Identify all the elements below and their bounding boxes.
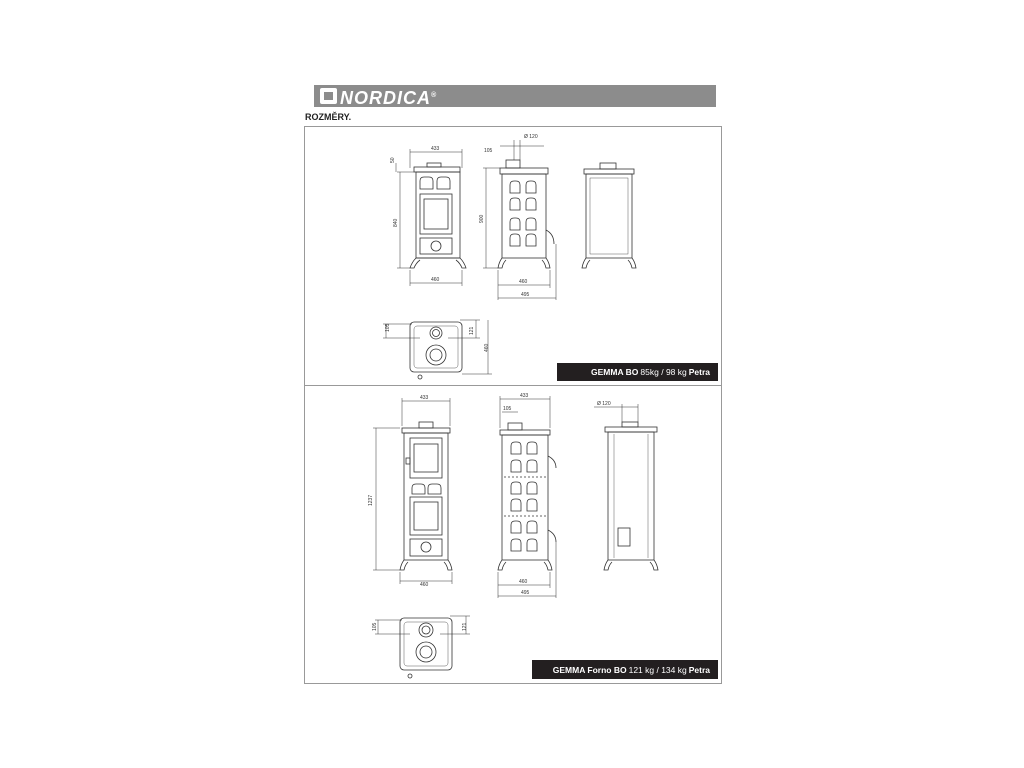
dim-label: 50 (390, 157, 396, 163)
dim-label: 495 (521, 292, 530, 298)
bottom-side-view (498, 423, 556, 570)
section-title: ROZMĚRY. (305, 112, 352, 122)
model-material: Petra (688, 664, 710, 675)
top-rear-view (582, 163, 636, 268)
top-front-view (410, 163, 466, 268)
dim-label: 121 (462, 622, 468, 631)
dim-label: 105 (503, 406, 512, 412)
model-name: GEMMA BO (591, 367, 639, 377)
brand-logo-text: NORDICA® (340, 88, 438, 108)
dim-label: 105 (385, 323, 391, 332)
model-name: GEMMA Forno BO (552, 664, 627, 675)
model-material: Petra (688, 367, 710, 377)
dim-label: 433 (420, 395, 429, 401)
dim-label: 460 (519, 579, 528, 585)
dim-label: 460 (484, 343, 490, 352)
bottom-plan-view (400, 618, 452, 678)
model-caption-gemma-forno-bo (532, 660, 718, 679)
dim-label: 433 (431, 146, 440, 152)
top-side-view (498, 160, 554, 268)
dim-label: 121 (469, 326, 475, 335)
bottom-front-view (400, 422, 452, 570)
dim-label: Ø 120 (597, 401, 611, 407)
dim-label: 840 (393, 218, 399, 227)
dim-label: 433 (520, 393, 529, 399)
dim-label: 495 (521, 590, 530, 596)
dimension-labels (368, 134, 611, 631)
bottom-side-tiles (511, 442, 537, 551)
top-plan-dimensions (383, 320, 492, 374)
dim-label: 105 (484, 148, 493, 154)
dim-label: Ø 120 (524, 134, 538, 140)
model-weights: 121 kg / 134 kg (628, 664, 687, 675)
top-plan-view (410, 322, 462, 379)
model-weights: 85kg / 98 kg (640, 367, 687, 377)
model-caption-gemma-bo (557, 363, 718, 381)
dim-label: 105 (372, 622, 378, 631)
dim-label: 460 (420, 582, 429, 588)
side-view-tiles (510, 181, 536, 246)
dim-label: 460 (519, 279, 528, 285)
dim-label: 460 (431, 277, 440, 283)
bottom-rear-view (604, 422, 658, 570)
dim-label: 1237 (368, 494, 374, 506)
dim-label: 900 (479, 214, 485, 223)
